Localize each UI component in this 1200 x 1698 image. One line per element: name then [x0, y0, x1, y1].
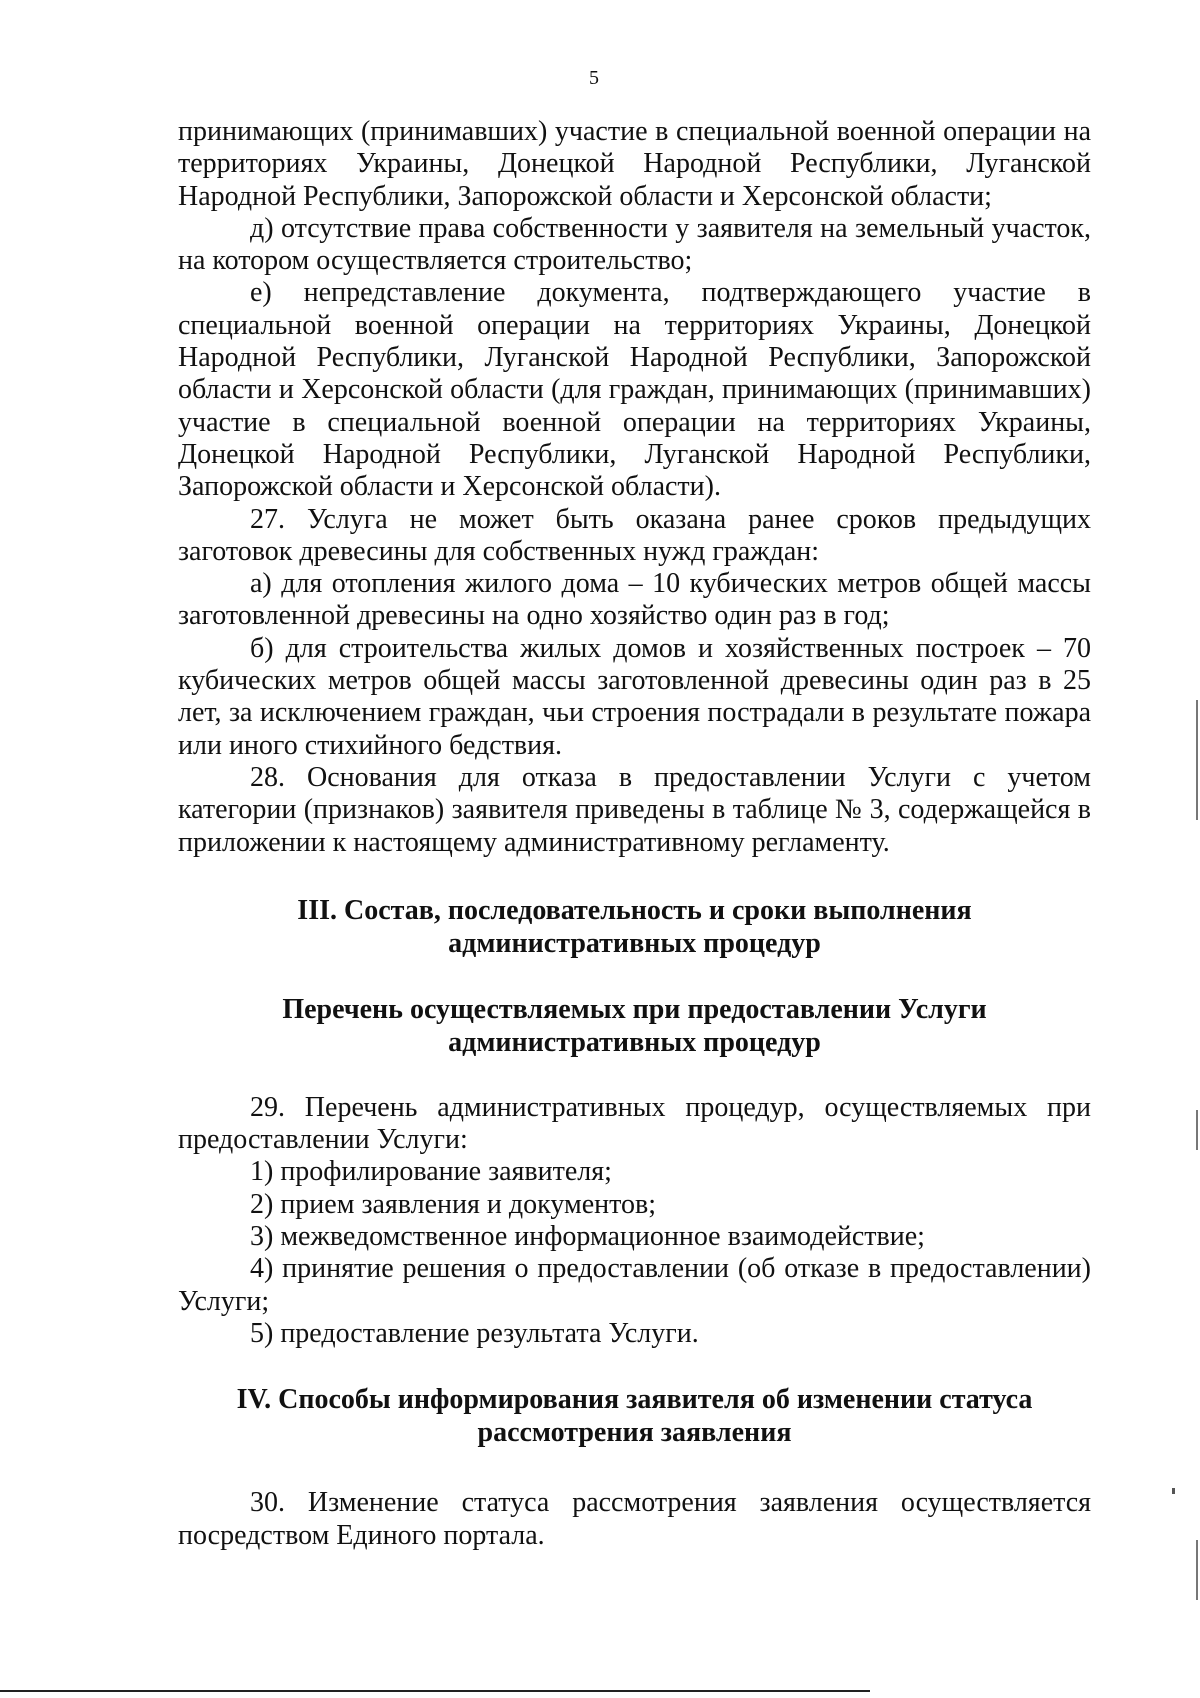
paragraph-30: 30. Изменение статуса рассмотрения заявления осуществляется посредством Единого портала.: [178, 1487, 1091, 1551]
scan-edge-mark: [1196, 1110, 1198, 1150]
section-heading-iv-line1: IV. Способы информирования заявителя об изменении статуса: [236, 1384, 1033, 1416]
list-item-1: 1) профилирование заявителя;: [250, 1156, 612, 1188]
bottom-rule: [0, 1690, 870, 1692]
paragraph-item-e: е) непредставление документа, подтверждающего участие в специальной военной операции на территориях Украины, Донецкой Народной Республики, Луганской Народной Республики, Запорожской области и Херсонской области (для граждан, принимающих (принимавших) участие в специальной военной операции на территориях Украины, Донецкой Народной Республики, Луганской Народной Республики, Запорожской области и Херсонской области).: [178, 277, 1091, 503]
paragraph-29: 29. Перечень административных процедур, осуществляемых при предоставлении Услуги:: [178, 1091, 1091, 1156]
paragraph-27-b: б) для строительства жилых домов и хозяйственных построек – 70 кубических метров общей массы заготовленной древесины один раз в 25 лет, за исключением граждан, чьи строения пострадали в результате пожара или иного стихийного бедствия.: [178, 632, 1091, 761]
paragraph-item-d: д) отсутствие права собственности у заявителя на земельный участок, на котором осуществляется строительство;: [178, 212, 1091, 277]
scan-edge-mark: [1196, 1540, 1198, 1600]
scan-edge-mark: [1196, 700, 1198, 820]
paragraph-27: 27. Услуга не может быть оказана ранее сроков предыдущих заготовок древесины для собственных нужд граждан:: [178, 503, 1091, 567]
scan-speck: [1172, 1488, 1175, 1494]
section-heading-iii-line1: III. Состав, последовательность и сроки выполнения: [297, 894, 972, 926]
list-item-2: 2) прием заявления и документов;: [250, 1188, 656, 1220]
section-heading-iv-line2: рассмотрения заявления: [477, 1417, 792, 1449]
document-body: [178, 116, 1091, 1552]
list-item-4: 4) принятие решения о предоставлении (об отказе в предоставлении) Услуги;: [178, 1253, 1091, 1317]
list-item-3: 3) межведомственное информационное взаимодействие;: [250, 1221, 925, 1253]
paragraph-27-a: а) для отопления жилого дома – 10 кубических метров общей массы заготовленной древесины на одно хозяйство один раз в год;: [178, 568, 1091, 632]
paragraph-continuation: принимающих (принимавших) участие в специальной военной операции на территориях Украины, Донецкой Народной Республики, Луганской Народной Республики, Запорожской области и Херсонской области;: [178, 116, 1091, 212]
subsection-heading-line1: Перечень осуществляемых при предоставлении Услуги: [282, 993, 987, 1025]
page-number: 5: [589, 67, 599, 89]
subsection-heading-line2: административных процедур: [448, 1026, 821, 1058]
list-item-5: 5) предоставление результата Услуги.: [250, 1317, 699, 1349]
paragraph-28: 28. Основания для отказа в предоставлении Услуги с учетом категории (признаков) заявителя приведены в таблице № 3, содержащейся в приложении к настоящему административному регламенту.: [178, 761, 1091, 858]
section-heading-iii-line2: административных процедур: [448, 927, 821, 959]
